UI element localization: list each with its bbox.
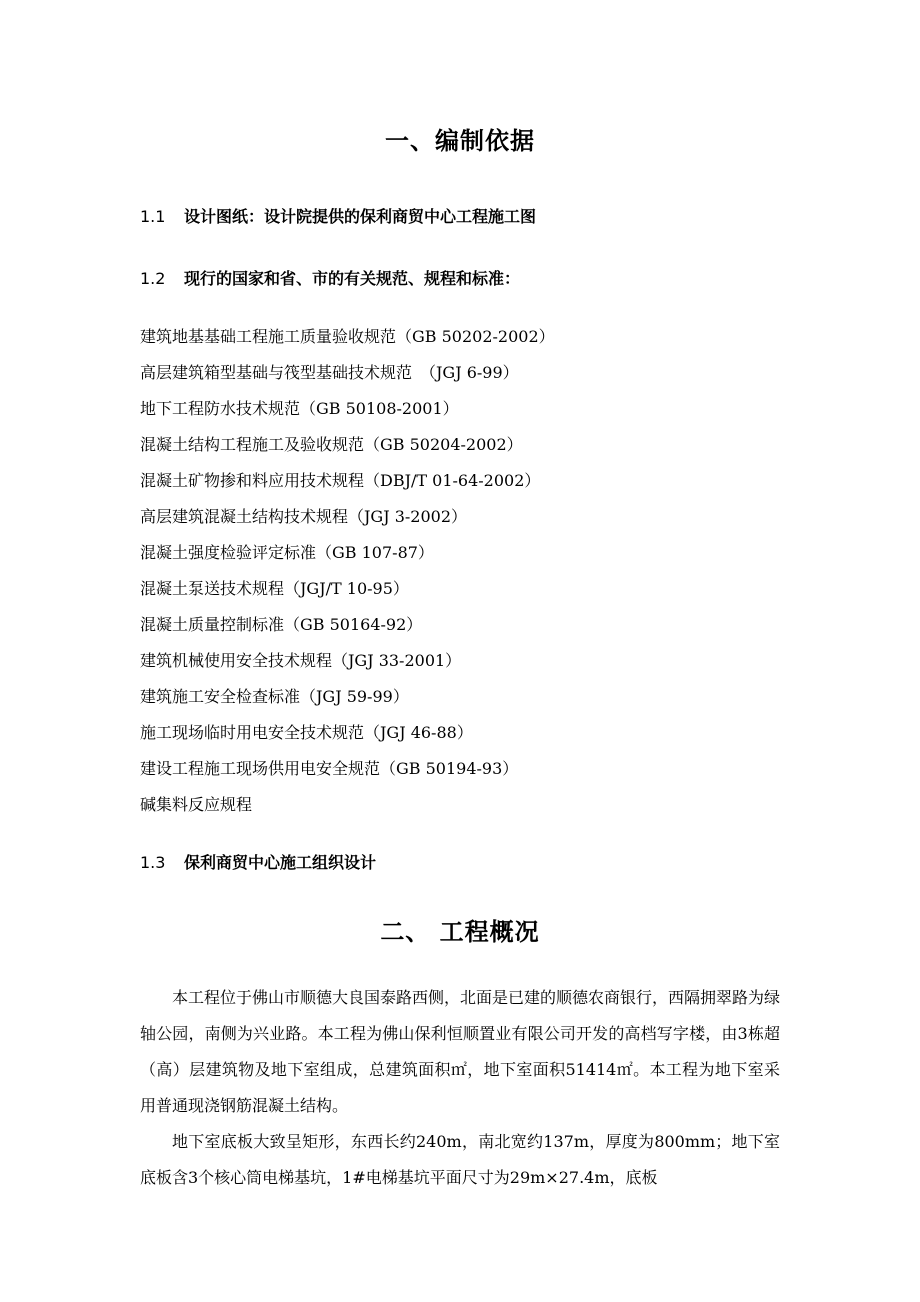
overview-paragraph-2: 地下室底板大致呈矩形，东西长约240m，南北宽约137m，厚度为800mm；地下室底板含3个核心筒电梯基坑，1#电梯基坑平面尺寸为29m×27.4m，底板 bbox=[140, 1132, 780, 1187]
section-1-title: 一、编制依据 bbox=[385, 127, 535, 155]
standard-item: 建筑机械使用安全技术规程（JGJ 33-2001） bbox=[140, 651, 462, 670]
standard-item: 高层建筑混凝土结构技术规程（JGJ 3-2002） bbox=[140, 507, 468, 526]
item-1-2 bbox=[140, 268, 520, 290]
item-1-2-text: 现行的国家和省、市的有关规范、规程和标准： bbox=[184, 269, 521, 288]
item-1-3 bbox=[140, 852, 376, 874]
standard-item: 建筑地基基础工程施工质量验收规范（GB 50202-2002） bbox=[140, 327, 555, 346]
standard-item: 地下工程防水技术规范（GB 50108-2001） bbox=[140, 399, 459, 418]
standard-item: 施工现场临时用电安全技术规范（JGJ 46-88） bbox=[140, 723, 473, 742]
item-1-1-number: 1.1 bbox=[140, 207, 166, 226]
standard-item: 建设工程施工现场供用电安全规范（GB 50194-93） bbox=[140, 759, 519, 778]
standard-item: 混凝土结构工程施工及验收规范（GB 50204-2002） bbox=[140, 435, 523, 454]
standard-item: 混凝土强度检验评定标准（GB 107-87） bbox=[140, 543, 434, 562]
overview-paragraph-1: 本工程位于佛山市顺德大良国泰路西侧，北面是已建的顺德农商银行，西隔拥翠路为绿轴公园，南侧为兴业路。本工程为佛山保利恒顺置业有限公司开发的高档写字楼，由3栋超（高）层建筑物及地下室组成，总建筑面积㎡，地下室面积51414㎡。本工程为地下室采用普通现浇钢筋混凝土结构。 bbox=[140, 988, 781, 1115]
item-1-3-text: 保利商贸中心施工组织设计 bbox=[184, 853, 377, 872]
item-1-1-text: 设计图纸：设计院提供的保利商贸中心工程施工图 bbox=[184, 207, 537, 226]
item-1-2-number: 1.2 bbox=[140, 269, 166, 288]
standard-item: 建筑施工安全检查标准（JGJ 59-99） bbox=[140, 687, 409, 706]
standard-item: 碱集料反应规程 bbox=[140, 795, 253, 814]
standard-item: 混凝土泵送技术规程（JGJ/T 10-95） bbox=[140, 579, 409, 598]
item-1-3-number: 1.3 bbox=[140, 853, 166, 872]
item-1-1 bbox=[140, 206, 536, 228]
standard-item: 混凝土矿物掺和料应用技术规程（DBJ/T 01-64-2002） bbox=[140, 471, 541, 490]
section-2-title: 二、 工程概况 bbox=[380, 918, 540, 946]
standard-item: 高层建筑箱型基础与筏型基础技术规范 （JGJ 6-99） bbox=[140, 363, 519, 382]
standard-item: 混凝土质量控制标准（GB 50164-92） bbox=[140, 615, 423, 634]
